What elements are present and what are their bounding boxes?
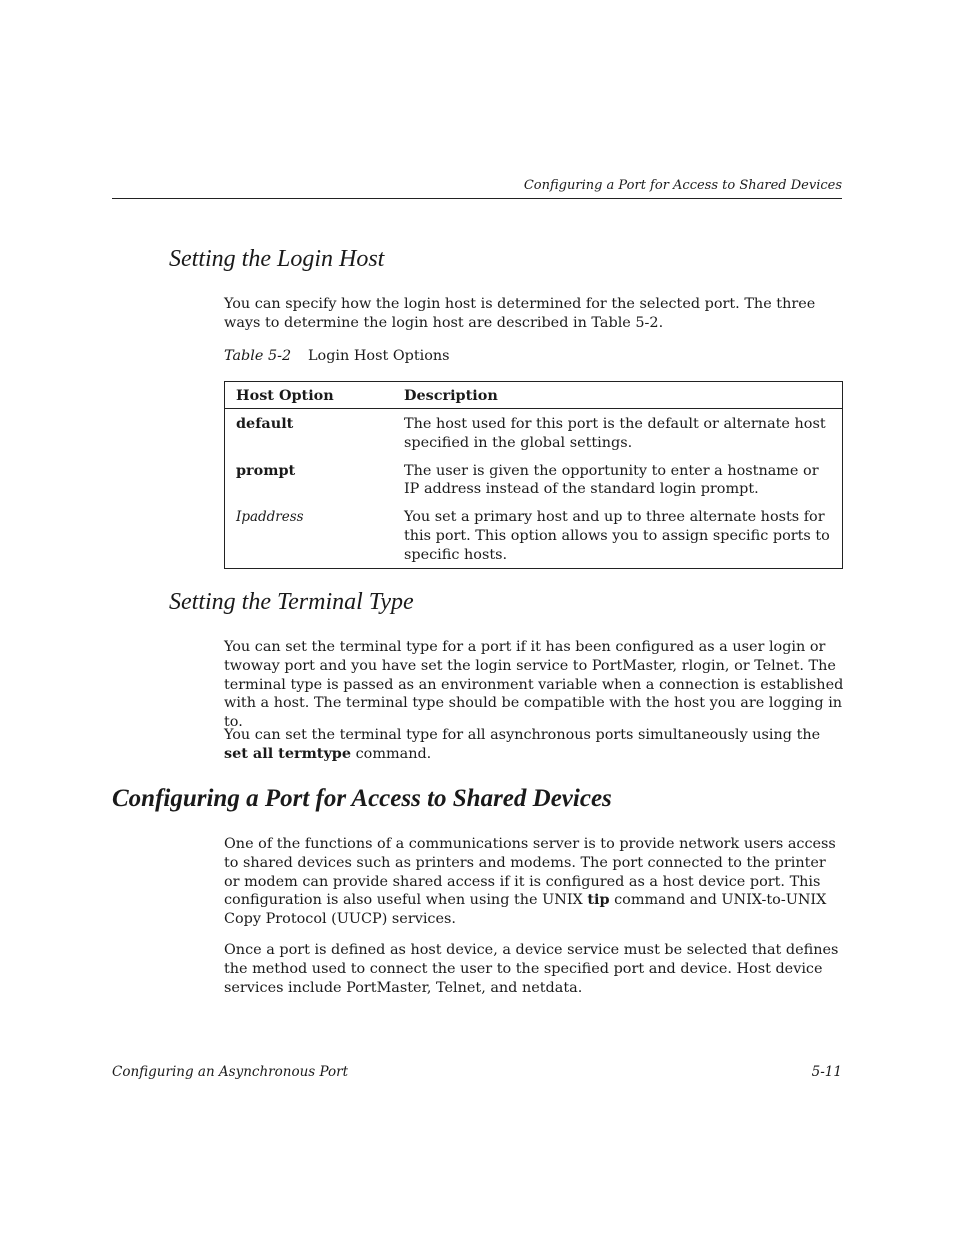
shared-devices-paragraph-2: Once a port is defined as host device, a device service must be selected that defines the method used to connect the user to the specified port and device. Host device services include PortMaster, Telnet, and netdata. (224, 942, 839, 996)
table-caption (224, 348, 450, 364)
column-header-description: Description (393, 382, 843, 409)
table-header-row (225, 382, 843, 409)
description-cell: The user is given the opportunity to enter a hostname or IP address instead of the standard login prompt. (404, 462, 819, 498)
command-tip: tip (587, 891, 610, 909)
table-row (225, 459, 843, 506)
login-host-table (224, 381, 843, 569)
description-cell: You set a primary host and up to three alternate hosts for this port. This option allows you to assign specific ports to specific hosts. (404, 509, 830, 563)
host-option-cell: Ipaddress (236, 509, 304, 526)
running-header: Configuring a Port for Access to Shared Devices (523, 178, 842, 193)
shared-devices-text: One of the functions of a communications server is to provide network users access to shared devices such as printers and modems. The port connected to the printer or modem can provide shared access if it is configured as a host device port. This configuration is also useful when using the UNIX (224, 836, 836, 909)
description-cell: The host used for this port is the default or alternate host specified in the global settings. (404, 416, 826, 451)
table-row (225, 409, 843, 459)
footer-chapter: Configuring an Asynchronous Port (112, 1064, 349, 1080)
heading-login-host: Setting the Login Host (169, 246, 385, 272)
column-header-host-option: Host Option (225, 382, 394, 409)
terminal-type-paragraph-2 (224, 726, 844, 764)
terminal-type-paragraph-1: You can set the terminal type for a port if it has been configured as a user login or twoway port and you have set the login service to PortMaster, rlogin, or Telnet. The terminal type is passed as an environment variable when a connection is established with a host. The terminal type should be compatible with the host you are logging in to. (224, 639, 844, 731)
host-option-cell: prompt (236, 461, 296, 479)
host-option-cell: default (236, 415, 294, 432)
command-set-all-termtype: set all termtype (224, 744, 352, 762)
login-host-paragraph: You can specify how the login host is determined for the selected port. The three ways to determine the login host are described in Table 5-2. (224, 296, 816, 331)
header-rule (112, 198, 842, 199)
shared-devices-paragraph-1 (224, 835, 844, 929)
table-row (225, 505, 843, 568)
heading-terminal-type: Setting the Terminal Type (169, 589, 414, 615)
terminal-type-text: You can set the terminal type for all asynchronous ports simultaneously using the (224, 727, 821, 743)
heading-shared-devices: Configuring a Port for Access to Shared Devices (112, 785, 612, 812)
shared-devices-text-end: command and UNIX-to-UNIX Copy Protocol (UUCP) services. (224, 892, 827, 928)
terminal-type-text-end: command. (351, 745, 432, 762)
table-caption-number: Table 5-2 (224, 348, 292, 364)
table-caption-title: Login Host Options (308, 348, 450, 364)
page-number: 5-11 (811, 1064, 842, 1080)
